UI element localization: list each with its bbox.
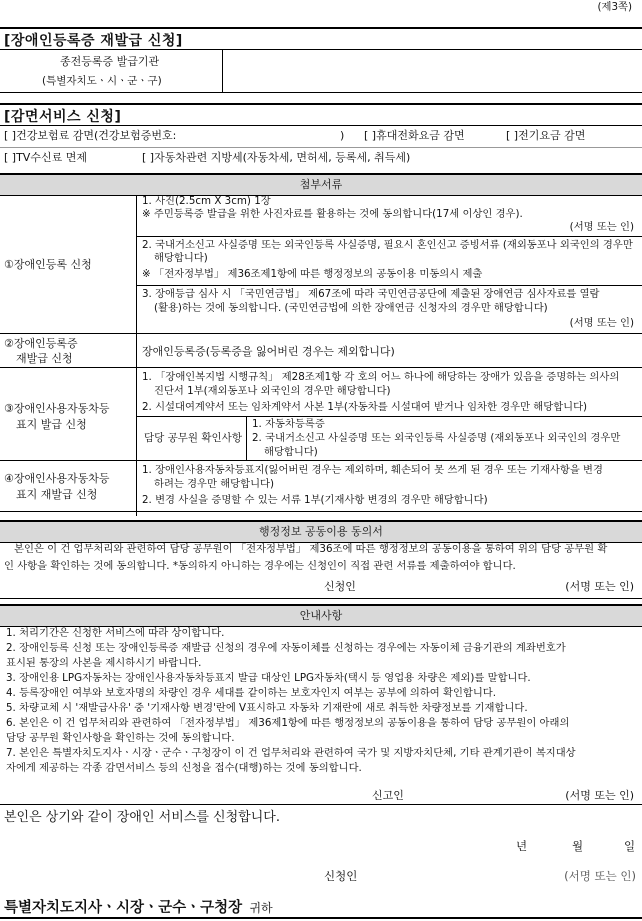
divider: [0, 125, 642, 126]
divider: [0, 598, 642, 599]
divider: [137, 236, 642, 237]
divider: [0, 103, 642, 105]
row4-item1-line2: 하려는 경우만 해당합니다): [154, 478, 274, 490]
date-day: 일: [624, 839, 636, 853]
row1-item1-line1: 1. 사진(2.5cm X 3cm) 1장: [142, 195, 271, 207]
row1-item2-line1: 2. 국내거소신고 사실증명 또는 외국인등록 사실증명, 필요시 혼인신고 증빙서류 (재외동포나 외국인의 경우만: [142, 239, 633, 251]
guide-line-6: 6. 본인은 이 건 업무처리와 관련하여 「전자정부법」 제36제1항에 따른 행정정보의 공동이용을 통하여 담당 공무원이 아래의: [6, 717, 570, 729]
mobile-discount-checkbox[interactable]: [ ]휴대전화요금 감면: [364, 129, 465, 142]
row4-item1-line1: 1. 장애인사용자동차등표지(잃어버린 경우는 제외하며, 훼손되어 못 쓰게 된 경우 또는 기재사항을 변경: [142, 464, 603, 476]
reduction-section-title: [감면서비스 신청]: [4, 109, 122, 125]
guide-line-7: 7. 본인은 특별자치도지사ㆍ시장ㆍ군수ㆍ구청장이 이 건 업무처리와 관련하여 국가 및 지방자치단체, 기타 관계기관이 복지대상: [6, 747, 576, 759]
date-year: 년: [516, 839, 528, 853]
guide-header: 안내사항: [0, 604, 642, 627]
closing-statement: 본인은 상기와 같이 장애인 서비스를 신청합니다.: [4, 810, 280, 825]
issuer-label: 종전등록증 발급기관: [60, 55, 160, 68]
addressee-honorific: 귀하: [249, 901, 273, 915]
divider: [0, 49, 642, 50]
row3-check1: 1. 자동차등록증: [252, 418, 325, 430]
guide-line-2: 2. 장애인등록 신청 또는 장애인등록증 재발급 신청의 경우에 자동이체를 신청하는 경우에는 자동이체 금융기관의 계좌번호가: [6, 642, 566, 654]
row3-item1-line1: 1. 「장애인복지법 시행규칙」 제28조제1항 각 호의 어느 하나에 해당하는 장애가 있음을 증명하는 의사의: [142, 371, 620, 383]
row3-item2: 2. 시설대여계약서 또는 임차계약서 사본 1부(자동차를 시설대여 받거나 임차한 경우만 해당합니다): [142, 401, 588, 413]
guide-line-3: 3. 장애인용 LPG자동차는 장애인사용자동차등표지 발급 대상인 LPG자동차(택시 등 영업용 차량은 제외)를 말합니다.: [6, 672, 531, 684]
divider: [0, 917, 642, 919]
guide-line-4: 4. 등록장애인 여부와 보호자명의 차량인 경우 세대를 같이하는 보호자인지 여부는 공부에 의하여 확인합니다.: [6, 687, 497, 699]
row3-item1-line2: 진단서 1부(재외동포나 외국인의 경우만 해당합니다): [154, 385, 391, 397]
row2-label-line2: 재발급 신청: [16, 352, 73, 365]
health-insurance-checkbox[interactable]: [ ]건강보험료 감면(건강보험증번호:: [4, 129, 177, 142]
consent-applicant-label: 신청인: [324, 580, 356, 593]
date-month: 월: [572, 839, 584, 853]
closing-sign[interactable]: (서명 또는 인): [564, 869, 636, 883]
consent-line2: 인 사항을 확인하는 것에 동의합니다. *동의하지 아니하는 경우에는 신청인이 직접 관련 서류를 제출하여야 합니다.: [4, 560, 516, 572]
row1-item1-sign[interactable]: (서명 또는 인): [569, 221, 634, 233]
guide-line-1: 1. 처리기간은 신청한 서비스에 따라 상이합니다.: [6, 627, 225, 639]
row1-item3-line1: 3. 장애등급 심사 시 「국민연금법」 제67조에 따라 국민연금공단에 제출된 장애연금 심사자료를 열람: [142, 288, 600, 300]
health-insurance-close: ): [340, 129, 345, 142]
guide-line-2b: 표시된 통장의 사본을 제시하시기 바랍니다.: [6, 657, 202, 669]
issuer-sub-label: (특별자치도ㆍ시ㆍ군ㆍ구): [42, 75, 162, 87]
vehicle-tax-checkbox[interactable]: [ ]자동차관련 지방세(자동차세, 면허세, 등록세, 취득세): [142, 151, 411, 164]
reissue-section-title: [장애인등록증 재발급 신청]: [4, 33, 183, 49]
row1-item3-sign[interactable]: (서명 또는 인): [569, 317, 634, 329]
guide-line-6b: 담당 공무원 확인사항을 확인하는 것에 동의합니다.: [6, 732, 235, 744]
row4-label-line2: 표지 재발급 신청: [16, 488, 98, 501]
row3-label-line1: ③장애인사용자동차등: [4, 402, 110, 415]
reporter-sign[interactable]: (서명 또는 인): [565, 789, 634, 802]
divider: [0, 27, 642, 29]
consent-line1: 본인은 이 건 업무처리와 관련하여 담당 공무원이 「전자정부법」 제36조에 따른 행정정보의 공동이용을 통하여 위의 담당 공무원 확: [14, 543, 608, 555]
row1-label: ①장애인등록 신청: [4, 258, 92, 271]
tv-fee-checkbox[interactable]: [ ]TV수신료 면제: [4, 151, 87, 164]
divider: [0, 333, 642, 334]
row3-check2-line2: 해당합니다): [264, 446, 318, 458]
row1-item1-line2: ※ 주민등록증 발급을 위한 사진자료를 활용하는 것에 동의합니다(17세 이상인 경우).: [142, 208, 523, 220]
row1-item2-line2: 해당합니다): [154, 252, 208, 264]
electric-discount-checkbox[interactable]: [ ]전기요금 감면: [506, 129, 586, 142]
reporter-label: 신고인: [372, 789, 404, 802]
divider: [0, 511, 642, 512]
form-page-number: (제3쪽): [597, 1, 632, 13]
issuer-input[interactable]: [224, 52, 638, 90]
row4-label-line1: ④장애인사용자동차등: [4, 472, 110, 485]
row1-item3-line2: (활용)하는 것에 동의합니다. (국민연금법에 의한 장애연금 신청자의 경우만 해당합니다): [154, 302, 548, 314]
divider: [222, 49, 223, 92]
row3-check2-line1: 2. 국내거소신고 사실증명 또는 외국인등록 사실증명 (재외동포나 외국인의 경우만: [252, 432, 621, 444]
divider: [0, 804, 642, 805]
row2-label-line1: ②장애인등록증: [4, 337, 78, 350]
divider: [0, 147, 642, 148]
row3-label-line2: 표지 발급 신청: [16, 418, 87, 431]
divider: [137, 416, 642, 417]
attachments-header: 첨부서류: [0, 173, 642, 196]
divider: [137, 285, 642, 286]
consent-header: 행정정보 공동이용 동의서: [0, 520, 642, 543]
row4-item2: 2. 변경 사실을 증명할 수 있는 서류 1부(기재사항 변경의 경우만 해당합니다): [142, 494, 488, 506]
official-check-label: 담당 공무원 확인사항: [144, 432, 242, 444]
addressee-name: 특별자치도지사ㆍ시장ㆍ군수ㆍ구청장: [4, 900, 243, 916]
guide-line-7b: 자에게 제공하는 각종 감면서비스 등의 신청을 접수(대행)하는 것에 동의합니다.: [6, 762, 362, 774]
guide-line-5: 5. 차량교체 시 '재발급사유' 중 '기재사항 변경'란에 V표시하고 자동차 기재란에 새로 취득한 차량정보를 기재합니다.: [6, 702, 528, 714]
addressee: [4, 896, 273, 917]
divider: [0, 92, 642, 93]
divider: [0, 460, 642, 461]
divider: [246, 416, 247, 460]
closing-applicant-label: 신청인: [324, 869, 358, 883]
row1-item2-line3: ※ 「전자정부법」 제36조제1항에 따른 행정정보의 공동이용 미동의시 제출: [142, 268, 483, 280]
row2-content: 장애인등록증(등록증을 잃어버린 경우는 제외합니다): [142, 345, 395, 358]
consent-sign[interactable]: (서명 또는 인): [565, 580, 634, 593]
divider: [0, 367, 642, 368]
divider: [136, 195, 137, 516]
